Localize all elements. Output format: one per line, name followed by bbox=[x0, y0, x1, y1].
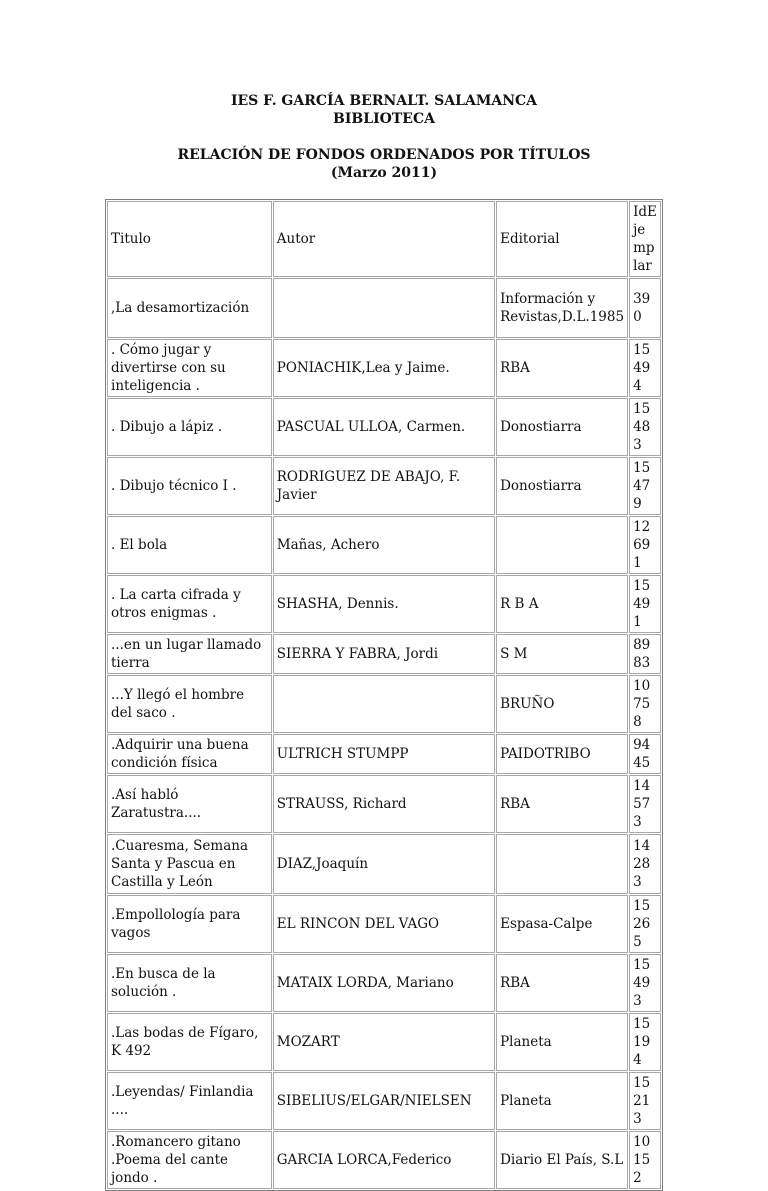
cell-editorial: S M bbox=[496, 634, 628, 674]
cell-titulo: . Cómo jugar y divertirse con su inteligencia . bbox=[107, 339, 272, 397]
cell-editorial: R B A bbox=[496, 575, 628, 633]
cell-autor: SIERRA Y FABRA, Jordi bbox=[273, 634, 495, 674]
cell-editorial: Planeta bbox=[496, 1013, 628, 1071]
table-row bbox=[107, 278, 661, 338]
cell-autor: SHASHA, Dennis. bbox=[273, 575, 495, 633]
table-row bbox=[107, 575, 661, 633]
cell-idejemplar: 15494 bbox=[629, 339, 661, 397]
cell-autor: SIBELIUS/ELGAR/NIELSEN bbox=[273, 1072, 495, 1130]
cell-autor: MOZART bbox=[273, 1013, 495, 1071]
cell-idejemplar: 15483 bbox=[629, 398, 661, 456]
cell-editorial: Donostiarra bbox=[496, 398, 628, 456]
cell-editorial: Información y Revistas,D.L.1985 bbox=[496, 278, 628, 338]
table-row bbox=[107, 339, 661, 397]
cell-autor: EL RINCON DEL VAGO bbox=[273, 895, 495, 953]
cell-editorial: PAIDOTRIBO bbox=[496, 734, 628, 774]
cell-idejemplar: 15479 bbox=[629, 457, 661, 515]
table-row bbox=[107, 1072, 661, 1130]
cell-titulo: ...en un lugar llamado tierra bbox=[107, 634, 272, 674]
cell-titulo: .Así habló Zaratustra.... bbox=[107, 775, 272, 833]
cell-autor: RODRIGUEZ DE ABAJO, F. Javier bbox=[273, 457, 495, 515]
table-row bbox=[107, 634, 661, 674]
report-title: RELACIÓN DE FONDOS ORDENADOS POR TÍTULOS bbox=[177, 147, 591, 163]
cell-autor: STRAUSS, Richard bbox=[273, 775, 495, 833]
cell-editorial: Diario El País, S.L bbox=[496, 1131, 628, 1189]
cell-autor: Mañas, Achero bbox=[273, 516, 495, 574]
cell-editorial: RBA bbox=[496, 954, 628, 1012]
cell-autor bbox=[273, 675, 495, 733]
table-row bbox=[107, 516, 661, 574]
cell-idejemplar: 15265 bbox=[629, 895, 661, 953]
school-name: IES F. GARCÍA BERNALT. SALAMANCA bbox=[230, 93, 538, 109]
cell-editorial: Planeta bbox=[496, 1072, 628, 1130]
cell-editorial: BRUÑO bbox=[496, 675, 628, 733]
cell-idejemplar: 390 bbox=[629, 278, 661, 338]
column-header-editorial: Editorial bbox=[496, 201, 628, 277]
cell-idejemplar: 15493 bbox=[629, 954, 661, 1012]
cell-idejemplar: 9445 bbox=[629, 734, 661, 774]
cell-titulo: . El bola bbox=[107, 516, 272, 574]
table-row bbox=[107, 457, 661, 515]
cell-titulo: ...Y llegó el hombre del saco . bbox=[107, 675, 272, 733]
table-row bbox=[107, 895, 661, 953]
cell-editorial bbox=[496, 516, 628, 574]
cell-editorial: Donostiarra bbox=[496, 457, 628, 515]
cell-titulo: . La carta cifrada y otros enigmas . bbox=[107, 575, 272, 633]
cell-editorial: RBA bbox=[496, 339, 628, 397]
cell-titulo: .Leyendas/ Finlandia .... bbox=[107, 1072, 272, 1130]
cell-titulo: .En busca de la solución . bbox=[107, 954, 272, 1012]
table-row bbox=[107, 954, 661, 1012]
table-header-row bbox=[107, 201, 661, 277]
table-row bbox=[107, 834, 661, 894]
report-date: (Marzo 2011) bbox=[330, 165, 438, 181]
cell-idejemplar: 14283 bbox=[629, 834, 661, 894]
table-row bbox=[107, 1131, 661, 1189]
cell-titulo: . Dibujo a lápiz . bbox=[107, 398, 272, 456]
table-row bbox=[107, 398, 661, 456]
cell-autor: MATAIX LORDA, Mariano bbox=[273, 954, 495, 1012]
table-row bbox=[107, 775, 661, 833]
cell-autor: GARCIA LORCA,Federico bbox=[273, 1131, 495, 1189]
column-header-titulo: Titulo bbox=[107, 201, 272, 277]
document-header bbox=[0, 92, 768, 182]
cell-idejemplar: 8983 bbox=[629, 634, 661, 674]
table-row bbox=[107, 675, 661, 733]
cell-titulo: .Las bodas de Fígaro, K 492 bbox=[107, 1013, 272, 1071]
cell-idejemplar: 14573 bbox=[629, 775, 661, 833]
cell-editorial bbox=[496, 834, 628, 894]
cell-titulo: .Romancero gitano .Poema del cante jondo . bbox=[107, 1131, 272, 1189]
cell-titulo: .Adquirir una buena condición física bbox=[107, 734, 272, 774]
table-row bbox=[107, 1013, 661, 1071]
cell-autor: PONIACHIK,Lea y Jaime. bbox=[273, 339, 495, 397]
cell-idejemplar: 15213 bbox=[629, 1072, 661, 1130]
cell-autor: ULTRICH STUMPP bbox=[273, 734, 495, 774]
catalog-table-body bbox=[107, 201, 661, 1189]
cell-idejemplar: 15194 bbox=[629, 1013, 661, 1071]
cell-titulo: ,La desamortización bbox=[107, 278, 272, 338]
cell-autor bbox=[273, 278, 495, 338]
table-row bbox=[107, 734, 661, 774]
cell-editorial: RBA bbox=[496, 775, 628, 833]
cell-autor: PASCUAL ULLOA, Carmen. bbox=[273, 398, 495, 456]
column-header-autor: Autor bbox=[273, 201, 495, 277]
cell-idejemplar: 10758 bbox=[629, 675, 661, 733]
cell-idejemplar: 10152 bbox=[629, 1131, 661, 1189]
cell-editorial: Espasa-Calpe bbox=[496, 895, 628, 953]
cell-titulo: .Cuaresma, Semana Santa y Pascua en Castilla y León bbox=[107, 834, 272, 894]
cell-titulo: .Empollología para vagos bbox=[107, 895, 272, 953]
column-header-idejemplar: IdEjemplar bbox=[629, 201, 661, 277]
header-spacer bbox=[0, 128, 768, 146]
cell-idejemplar: 12691 bbox=[629, 516, 661, 574]
cell-autor: DIAZ,Joaquín bbox=[273, 834, 495, 894]
cell-idejemplar: 15491 bbox=[629, 575, 661, 633]
cell-titulo: . Dibujo técnico I . bbox=[107, 457, 272, 515]
library-label: BIBLIOTECA bbox=[333, 111, 435, 127]
catalog-table bbox=[105, 199, 663, 1191]
